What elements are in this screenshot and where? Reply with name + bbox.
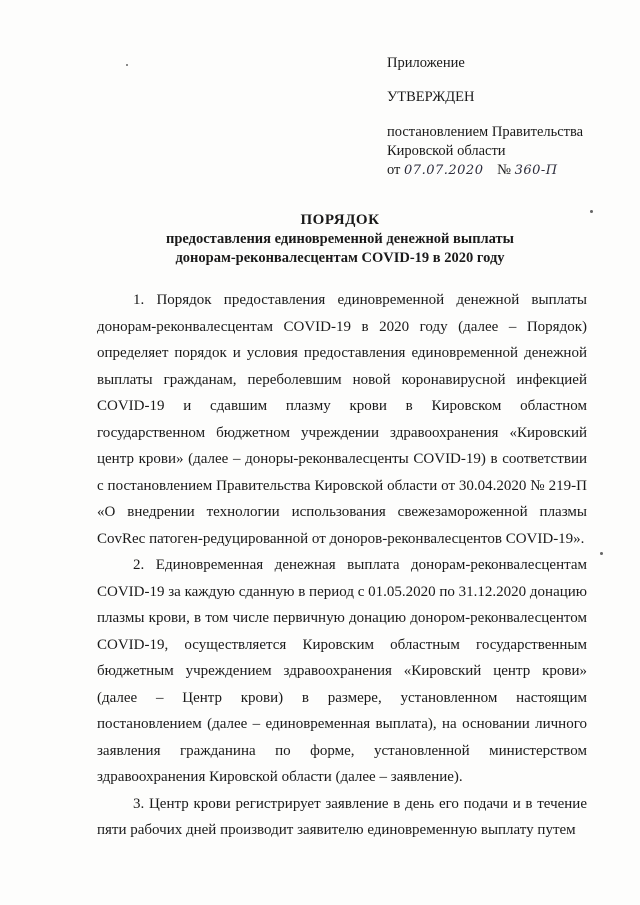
scan-speck	[600, 552, 603, 555]
paragraph-3: 3. Центр крови регистрирует заявление в день его подачи и в течение пяти рабочих дней производит заявителю единовременную выплату путем	[97, 795, 587, 838]
scan-speck	[590, 210, 593, 213]
document-body	[97, 287, 587, 844]
approved-by-line1: постановлением Правительства	[387, 124, 584, 140]
appendix-label: Приложение	[387, 55, 465, 71]
paragraph-2: 2. Единовременная денежная выплата донорам-реконвалесцентам COVID-19 за каждую сданную в период с 01.05.2020 по 31.12.2020 донацию плазмы крови, в том числе первичную донацию донором-реконвалесцентом COVID-19, осуществляется Кировским областным государственным бюджетным учреждением здравоохранения «Кировский центр крови» (далее – Центр крови) в размере, установленном настоящим постановлением (далее – единовременная выплата), на основании личного заявления гражданина по форме, установленной министерством здравоохранения Кировской области (далее – заявление).	[97, 557, 587, 785]
appendix-block	[387, 54, 583, 180]
approved-by-line2: Кировской области	[387, 143, 506, 159]
number-prefix: №	[497, 162, 511, 178]
scan-speck	[126, 64, 128, 66]
paragraph-1: 1. Порядок предоставления единовременной денежной выплаты донорам-реконвалесцентам COVID-19 в 2020 году (далее – Порядок) определяет порядок и условия предоставления единовременной денежной выплаты гражданам, переболевшим новой коронавирусной инфекцией COVID-19 и сдавшим плазму крови в Кировском областном государственном бюджетном учреждении здравоохранения «Кировский центр крови» (далее – доноры-реконвалесценты COVID-19) в соответствии с постановлением Правительства Кировской области от 30.04.2020 № 219-П «О внедрении технологии использования свежезамороженной плазмы CovRec патоген-редуцированной от доноров-реконвалесцентов COVID-19».	[97, 292, 587, 547]
approval-date-line	[387, 161, 583, 180]
approved-label: УТВЕРЖДЕН	[387, 89, 475, 105]
handwritten-number: 360-П	[514, 163, 558, 178]
document-title: ПОРЯДОК	[300, 212, 380, 228]
subtitle-line-2: донорам-реконвалесцентам COVID-19 в 2020 году	[175, 250, 505, 266]
handwritten-date: 07.07.2020	[404, 163, 484, 178]
subtitle-line-1: предоставления единовременной денежной выплаты	[166, 231, 514, 247]
date-prefix: от	[387, 162, 401, 178]
document-subtitle	[120, 230, 560, 268]
